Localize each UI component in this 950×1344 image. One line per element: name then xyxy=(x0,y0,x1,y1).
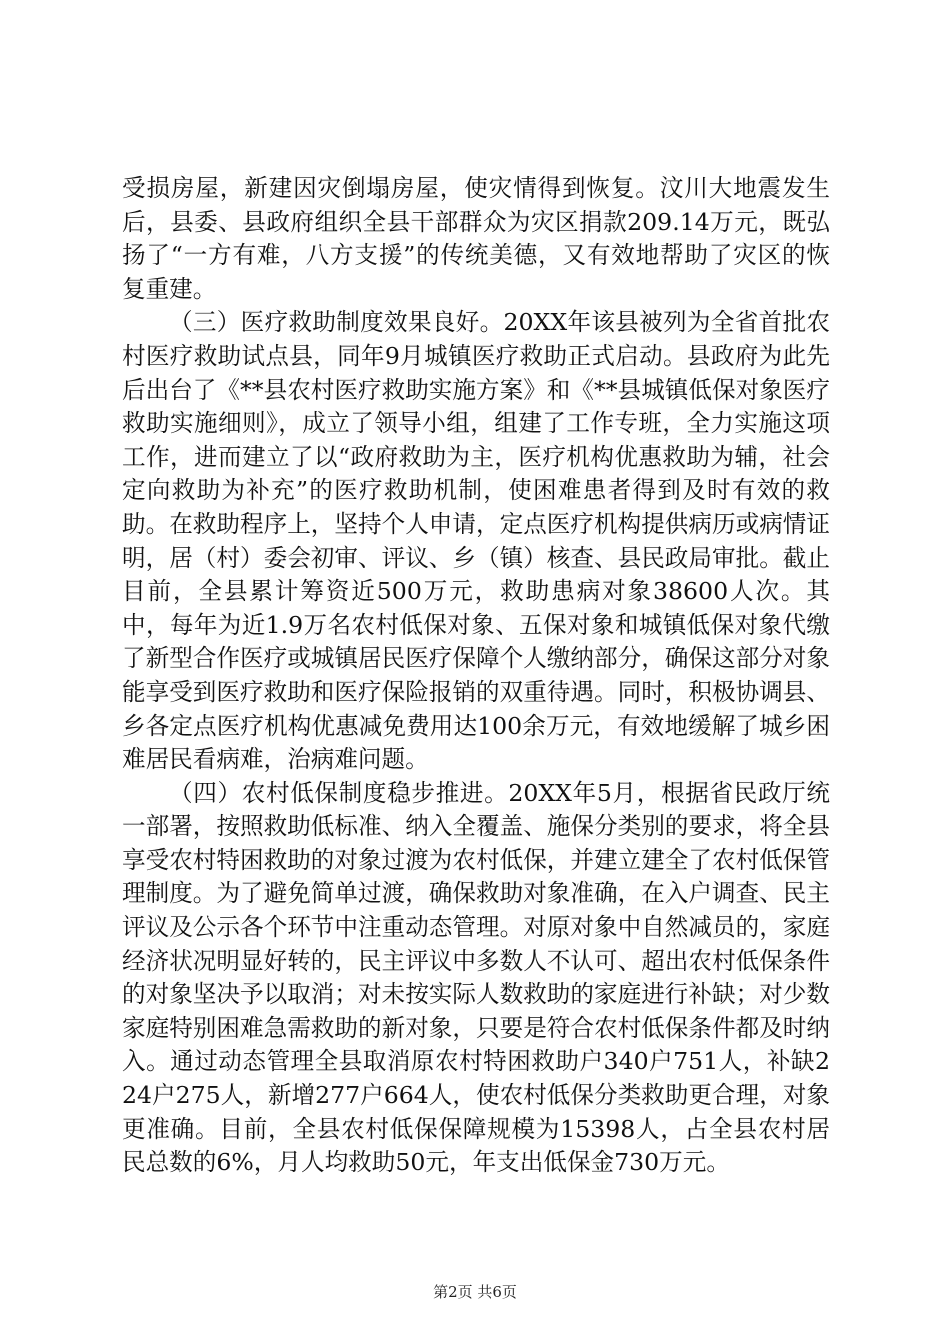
paragraph-medical-assistance: （三）医疗救助制度效果良好。20XX年该县被列为全省首批农村医疗救助试点县，同年9月城镇医疗救助正式启动。县政府为此先后出台了《**县农村医疗救助实施方案》和《**县城镇低保对象医疗救助实施细则》，成立了领导小组，组建了工作专班，全力实施这项工作，进而建立了以“政府救助为主，医疗机构优惠救助为辅，社会定向救助为补充”的医疗救助机制，使困难患者得到及时有效的救助。在救助程序上，坚持个人申请，定点医疗机构提供病历或病情证明，居（村）委会初审、评议、乡（镇）核查、县民政局审批。截止目前，全县累计筹资近500万元，救助患病对象38600人次。其中，每年为近1.9万名农村低保对象、五保对象和城镇低保对象代缴了新型合作医疗或城镇居民医疗保障个人缴纳部分，确保这部分对象能享受到医疗救助和医疗保险报销的双重待遇。同时，积极协调县、乡各定点医疗机构优惠减免费用达100余万元，有效地缓解了城乡困难居民看病难，治病难问题。 xyxy=(122,308,830,774)
paragraph-disaster-relief: 受损房屋，新建因灾倒塌房屋，使灾情得到恢复。汶川大地震发生后，县委、县政府组织全县干部群众为灾区捐款209.14万元，既弘扬了“一方有难，八方支援”的传统美德，又有效地帮助了灾区的恢复重建。 xyxy=(122,174,830,303)
page-footer: 第2页 共6页 xyxy=(433,1283,517,1301)
paragraph-rural-subsistence: （四）农村低保制度稳步推进。20XX年5月，根据省民政厅统一部署，按照救助低标准、纳入全覆盖、施保分类别的要求，将全县享受农村特困救助的对象过渡为农村低保，并建立建全了农村低保管理制度。为了避免简单过渡，确保救助对象准确，在入户调查、民主评议及公示各个环节中注重动态管理。对原对象中自然减员的，家庭经济状况明显好转的，民主评议中多数人不认可、超出农村低保条件的对象坚决予以取消；对未按实际人数救助的家庭进行补缺；对少数家庭特别困难急需救助的新对象，只要是符合农村低保条件都及时纳入。通过动态管理全县取消原农村特困救助户340户751人，补缺224户275人，新增277户664人，使农村低保分类救助更合理，对象更准确。目前，全县农村低保保障规模为15398人，占全县农村居民总数的6%，月人均救助50元，年支出低保金730万元。 xyxy=(122,778,830,1177)
document-body xyxy=(122,172,830,1180)
